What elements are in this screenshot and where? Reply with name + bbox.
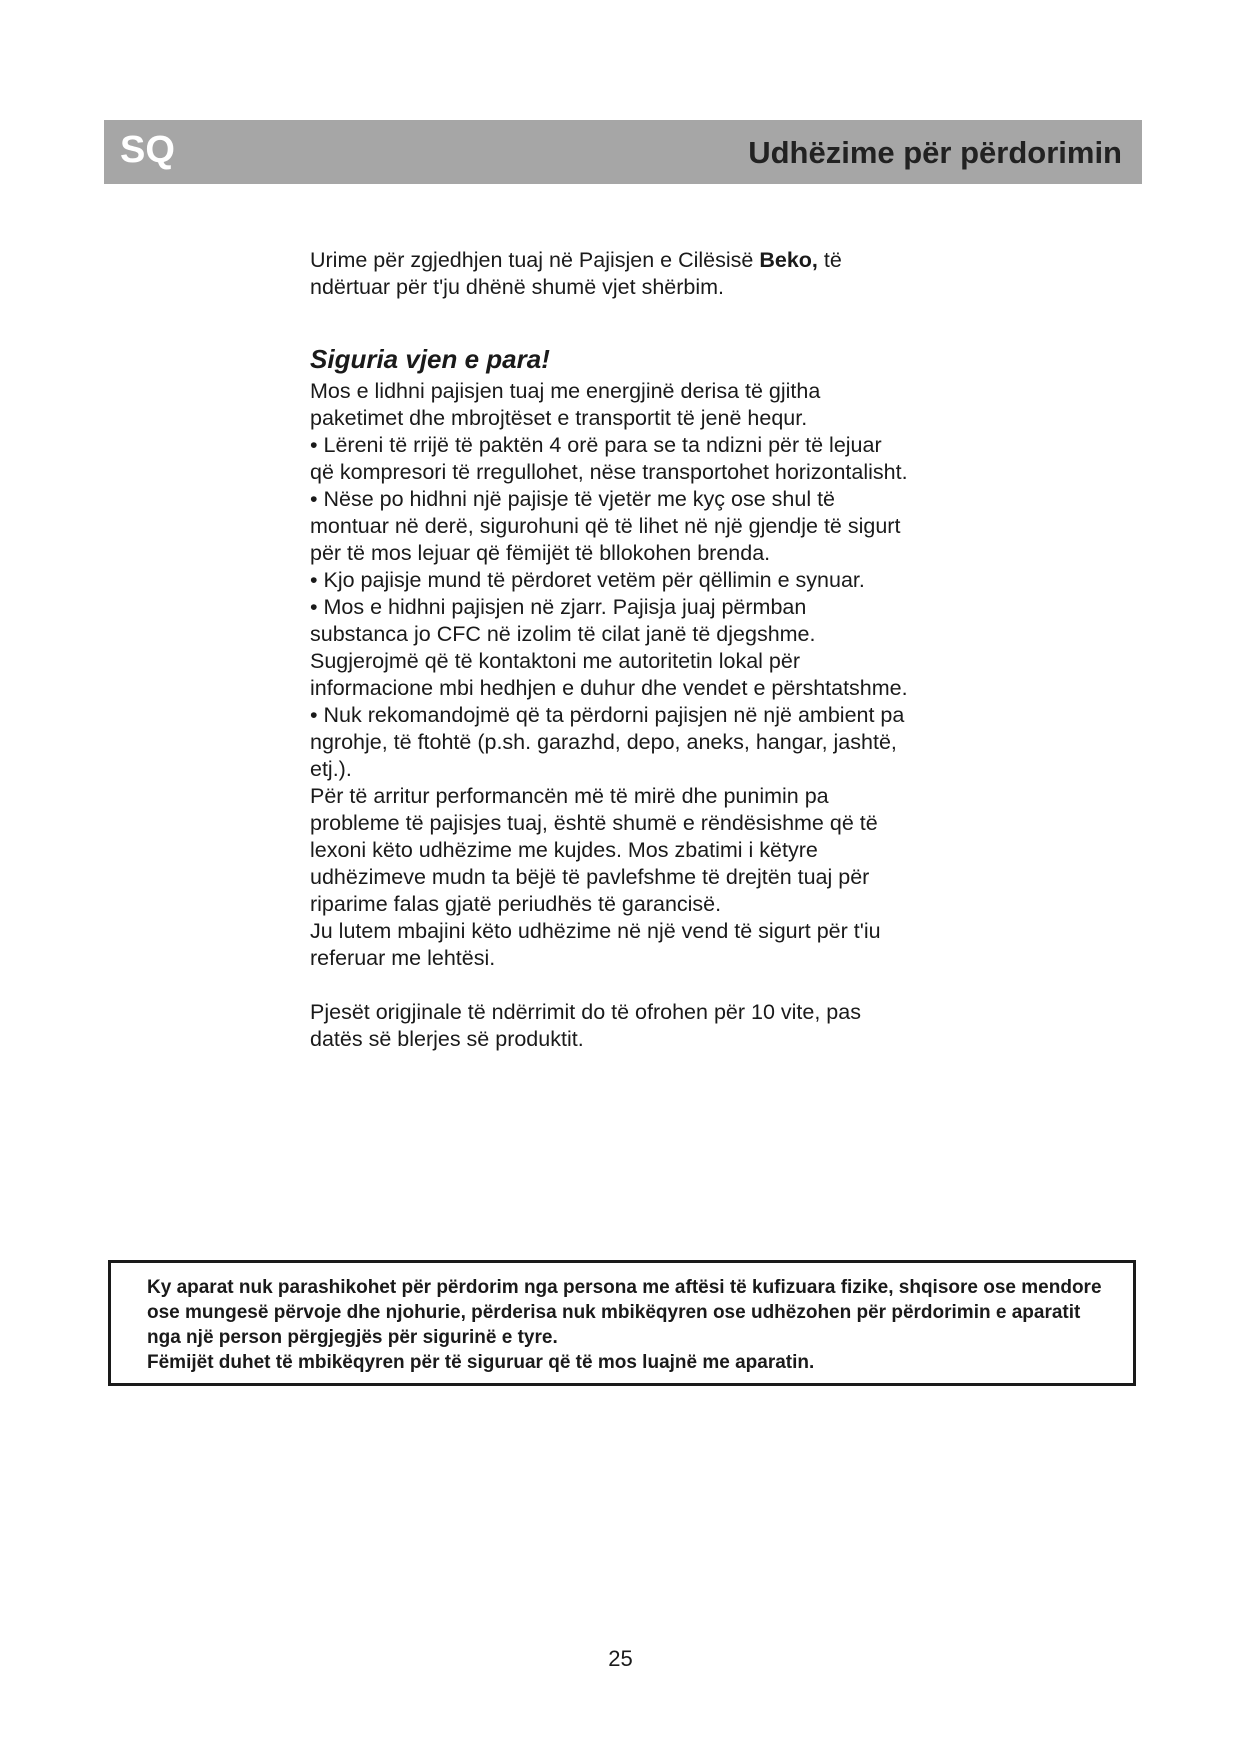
intro-paragraph — [310, 247, 910, 301]
intro-text-start: Urime për zgjedhjen tuaj në Pajisjen e Cilësisë — [310, 248, 760, 272]
safety-paragraph: Për të arritur performancën më të mirë dhe punimin pa probleme të pajisjes tuaj, është shumë e rëndësishme që të lexoni këto udhëzime me kujdes. Mos zbatimi i këtyre udhëzimeve mudn ta bëjë të pavlefshme të drejtën tuaj për riparime falas gjatë periudhës të garancisë. — [310, 784, 878, 916]
brand-name: Beko, — [759, 248, 818, 272]
spare-parts-paragraph: Pjesët origjinale të ndërrimit do të ofrohen për 10 vite, pas datës së blerjes së produktit. — [310, 1000, 861, 1051]
safety-paragraph: Ju lutem mbajini këto udhëzime në një vend të sigurt për t'iu referuar me lehtësi. — [310, 919, 881, 970]
safety-paragraph: • Nuk rekomandojmë që ta përdorni pajisjen në një ambient pa ngrohje, të ftohtë (p.sh. garazhd, depo, aneks, hangar, jashtë, etj.). — [310, 703, 905, 781]
notice-paragraph: Fëmijët duhet të mbikëqyren për të siguruar që të mos luajnë me aparatin. — [147, 1352, 815, 1373]
notice-box — [108, 1260, 1136, 1386]
page-number: 25 — [608, 1646, 633, 1671]
language-code: SQ — [120, 129, 175, 171]
safety-paragraph: • Mos e hidhni pajisjen në zjarr. Pajisja juaj përmban substanca jo CFC në izolim të cilat janë të djegshme. Sugjerojmë që të kontaktoni me autoritetin lokal për informacione mbi hedhjen e duhur dhe vendet e përshtatshme. — [310, 595, 908, 700]
notice-paragraph: Ky aparat nuk parashikohet për përdorim nga persona me aftësi të kufizuara fizike, shqisore ose mendore ose mungesë përvoje dhe njohurie, përderisa nuk mbikëqyren ose udhëzohen për përdorimin e aparatit nga një person përgjegjës për sigurinë e tyre. — [147, 1277, 1102, 1348]
safety-paragraph: • Kjo pajisje mund të përdoret vetëm për qëllimin e synuar. — [310, 568, 865, 592]
header-bar — [104, 120, 1142, 184]
main-content — [310, 247, 910, 1053]
safety-paragraph: • Nëse po hidhni një pajisje të vjetër me kyç ose shul të montuar në derë, sigurohuni që të lihet në një gjendje të sigurt për të mos lejuar që fëmijët të bllokohen brenda. — [310, 487, 901, 565]
safety-paragraph: • Lëreni të rrijë të paktën 4 orë para se ta ndizni për të lejuar që kompresori të rregullohet, nëse transportohet horizontalisht. — [310, 433, 908, 484]
document-title: Udhëzime për përdorimin — [748, 135, 1122, 170]
safety-paragraph: Mos e lidhni pajisjen tuaj me energjinë derisa të gjitha paketimet dhe mbrojtëset e transportit të jenë hequr. — [310, 379, 821, 430]
safety-heading: Siguria vjen e para! — [310, 344, 550, 374]
intro-text-end: të ndërtuar për t'ju dhënë shumë vjet shërbim. — [310, 248, 842, 299]
